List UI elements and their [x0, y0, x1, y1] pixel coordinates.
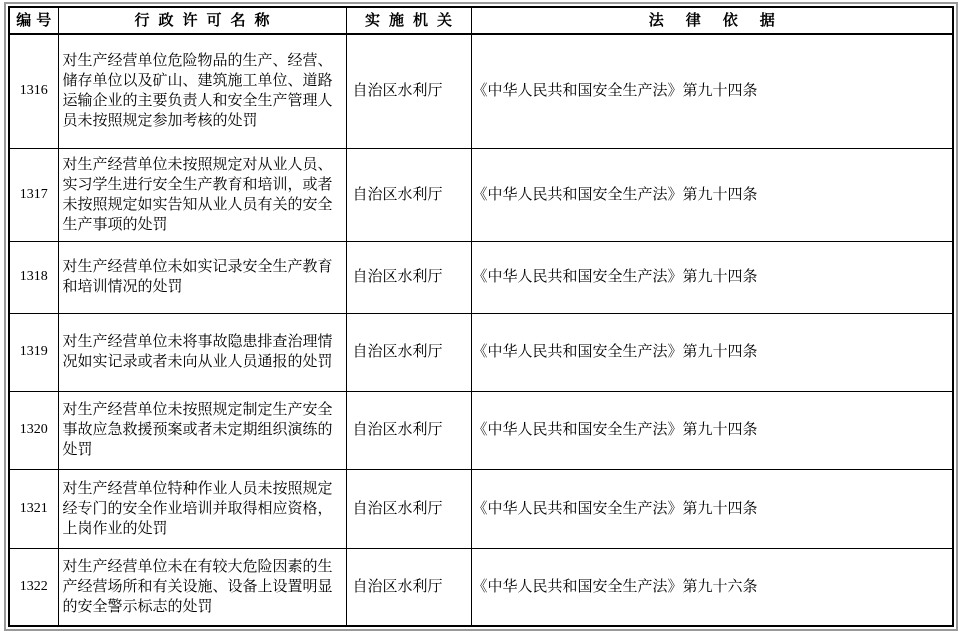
- permit-name-cell: 对生产经营单位未将事故隐患排查治理情况如实记录或者未向从业人员通报的处罚: [58, 313, 346, 391]
- table-row: [9, 469, 953, 548]
- table-row: [9, 548, 953, 626]
- header-id-label: 编号: [16, 12, 57, 29]
- header-permit-name: [58, 7, 346, 34]
- agency-cell: 自治区水利厅: [346, 548, 471, 626]
- agency-cell: 自治区水利厅: [346, 241, 471, 313]
- legal-basis-cell: 《中华人民共和国安全生产法》第九十四条: [471, 241, 953, 313]
- table-row: [9, 313, 953, 391]
- permit-name-cell: 对生产经营单位未如实记录安全生产教育和培训情况的处罚: [58, 241, 346, 313]
- table-body: [9, 34, 953, 626]
- table-row: [9, 34, 953, 148]
- legal-basis-cell: 《中华人民共和国安全生产法》第九十四条: [471, 391, 953, 469]
- permit-name-cell: 对生产经营单位危险物品的生产、经营、储存单位以及矿山、建筑施工单位、道路运输企业的主要负责人和安全生产管理人员未按照规定参加考核的处罚: [58, 34, 346, 148]
- legal-basis-cell: 《中华人民共和国安全生产法》第九十四条: [471, 34, 953, 148]
- row-id-cell: 1321: [9, 469, 58, 548]
- permit-name-cell: 对生产经营单位特种作业人员未按照规定经专门的安全作业培训并取得相应资格，上岗作业的处罚: [58, 469, 346, 548]
- row-id-cell: 1322: [9, 548, 58, 626]
- agency-cell: 自治区水利厅: [346, 391, 471, 469]
- legal-basis-cell: 《中华人民共和国安全生产法》第九十六条: [471, 548, 953, 626]
- row-id-cell: 1320: [9, 391, 58, 469]
- permits-table: [8, 6, 954, 627]
- permit-name-cell: 对生产经营单位未按照规定对从业人员、实习学生进行安全生产教育和培训，或者未按照规定如实告知从业人员有关的安全生产事项的处罚: [58, 148, 346, 241]
- header-row: [9, 7, 953, 34]
- table-row: [9, 391, 953, 469]
- header-legal-basis: [471, 7, 953, 34]
- row-id-cell: 1319: [9, 313, 58, 391]
- header-permit-name-label: 行政许可名称: [134, 12, 279, 29]
- table-header: [9, 7, 953, 34]
- legal-basis-cell: 《中华人民共和国安全生产法》第九十四条: [471, 469, 953, 548]
- permit-name-cell: 对生产经营单位未在有较大危险因素的生产经营场所和有关设施、设备上设置明显的安全警示标志的处罚: [58, 548, 346, 626]
- table-row: [9, 148, 953, 241]
- agency-cell: 自治区水利厅: [346, 313, 471, 391]
- legal-basis-cell: 《中华人民共和国安全生产法》第九十四条: [471, 313, 953, 391]
- legal-basis-cell: 《中华人民共和国安全生产法》第九十四条: [471, 148, 953, 241]
- table-row: [9, 241, 953, 313]
- row-id-cell: 1317: [9, 148, 58, 241]
- header-agency-label: 实施机关: [364, 12, 461, 29]
- header-legal-basis-label: 法律依据: [648, 12, 797, 29]
- agency-cell: 自治区水利厅: [346, 34, 471, 148]
- header-agency: [346, 7, 471, 34]
- permit-name-cell: 对生产经营单位未按照规定制定生产安全事故应急救援预案或者未定期组织演练的处罚: [58, 391, 346, 469]
- agency-cell: 自治区水利厅: [346, 148, 471, 241]
- permits-table-frame: [4, 2, 958, 631]
- agency-cell: 自治区水利厅: [346, 469, 471, 548]
- row-id-cell: 1318: [9, 241, 58, 313]
- row-id-cell: 1316: [9, 34, 58, 148]
- header-id: [9, 7, 58, 34]
